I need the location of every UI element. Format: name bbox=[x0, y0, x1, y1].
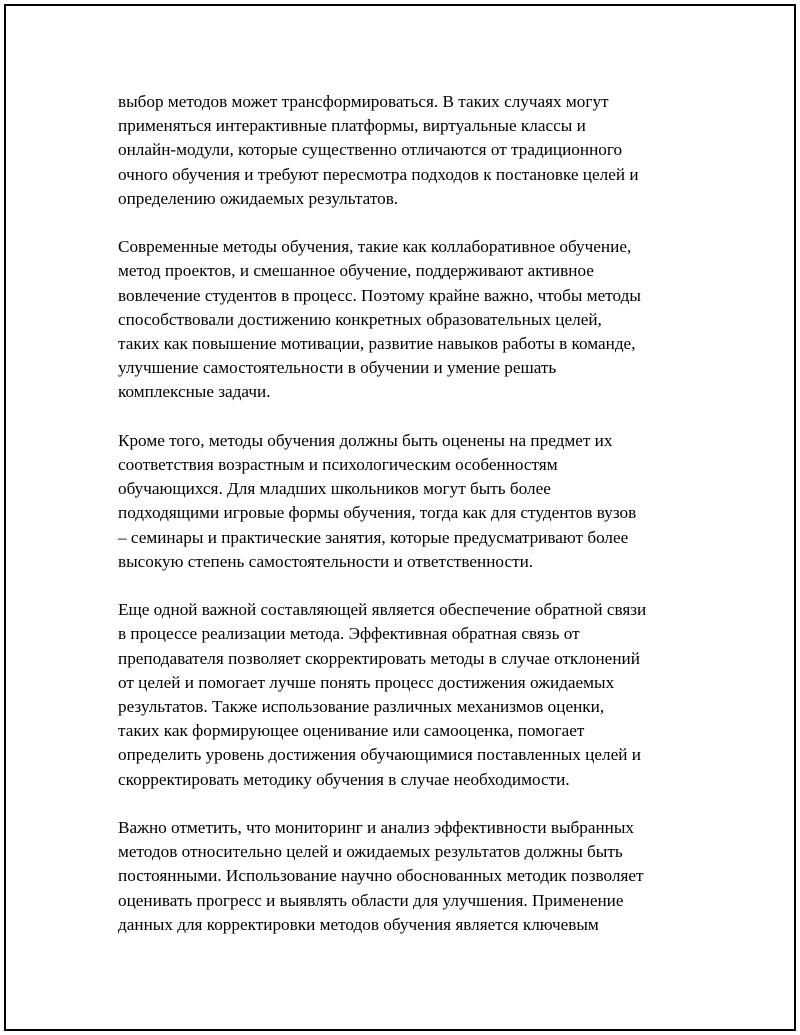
text-line: соответствия возрастным и психологическим особенностям bbox=[118, 455, 558, 475]
text-line: Еще одной важной составляющей является обеспечение обратной связи bbox=[118, 600, 647, 620]
paragraph-5 bbox=[118, 816, 694, 937]
text-line: комплексные задачи. bbox=[118, 382, 271, 402]
text-line: определению ожидаемых результатов. bbox=[118, 188, 399, 208]
text-line: Важно отметить, что мониторинг и анализ эффективности выбранных bbox=[118, 818, 635, 838]
text-line: обучающихся. Для младших школьников могут быть более bbox=[118, 479, 551, 499]
text-line: онлайн-модули, которые существенно отличаются от традиционного bbox=[118, 140, 623, 160]
text-line: способствовали достижению конкретных образовательных целей, bbox=[118, 309, 602, 329]
text-line: таких как формирующее оценивание или самооценка, помогает bbox=[118, 721, 585, 741]
text-line: результатов. Также использование различных механизмов оценки, bbox=[118, 697, 605, 717]
text-line: выбор методов может трансформироваться. В таких случаях могут bbox=[118, 92, 609, 111]
text-line: применяться интерактивные платформы, виртуальные классы и bbox=[118, 116, 586, 136]
text-line: – семинары и практические занятия, которые предусматривают более bbox=[118, 527, 629, 547]
paragraph-4 bbox=[118, 598, 694, 792]
text-line: в процессе реализации метода. Эффективная обратная связь от bbox=[118, 624, 580, 644]
text-line: улучшение самостоятельности в обучении и умение решать bbox=[118, 358, 557, 378]
text-line: Современные методы обучения, такие как коллаборативное обучение, bbox=[118, 237, 632, 257]
text-line: подходящими игровые формы обучения, тогда как для студентов вузов bbox=[118, 503, 637, 523]
text-line: высокую степень самостоятельности и ответственности. bbox=[118, 551, 534, 571]
text-line: очного обучения и требуют пересмотра подходов к постановке целей и bbox=[118, 164, 639, 184]
text-line: данных для корректировки методов обучения является ключевым bbox=[118, 914, 599, 934]
text-line: преподавателя позволяет скорректировать методы в случае отклонений bbox=[118, 648, 640, 668]
text-line: таких как повышение мотивации, развитие навыков работы в команде, bbox=[118, 334, 636, 354]
text-line: скорректировать методику обучения в случае необходимости. bbox=[118, 769, 570, 789]
document-body bbox=[118, 90, 694, 937]
text-line: метод проектов, и смешанное обучение, поддерживают активное bbox=[118, 261, 594, 281]
text-line: определить уровень достижения обучающимися поставленных целей и bbox=[118, 745, 641, 765]
text-line: методов относительно целей и ожидаемых результатов должны быть bbox=[118, 842, 623, 862]
paragraph-2 bbox=[118, 235, 694, 404]
text-line: вовлечение студентов в процесс. Поэтому крайне важно, чтобы методы bbox=[118, 285, 641, 305]
text-line: от целей и помогает лучше понять процесс достижения ожидаемых bbox=[118, 672, 615, 692]
text-line: Кроме того, методы обучения должны быть оценены на предмет их bbox=[118, 430, 613, 450]
text-line: постоянными. Использование научно обоснованных методик позволяет bbox=[118, 866, 644, 886]
paragraph-3 bbox=[118, 429, 694, 574]
paragraph-1 bbox=[118, 90, 694, 211]
text-line: оценивать прогресс и выявлять области для улучшения. Применение bbox=[118, 890, 624, 910]
